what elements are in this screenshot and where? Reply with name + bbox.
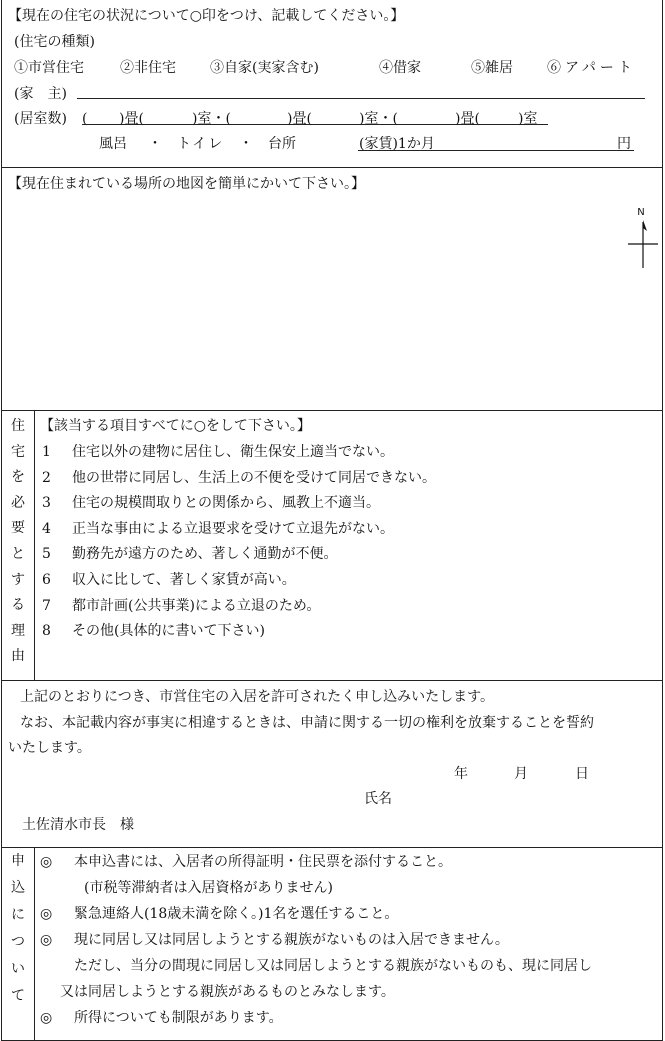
option-non-housing[interactable]: ②非住宅	[120, 60, 176, 76]
rooms-label: (居室数)	[14, 111, 67, 127]
reason-item[interactable]: その他(具体的に書いて下さい)	[72, 623, 265, 639]
notes-vertical-label: 申 込 に つ い て	[11, 853, 25, 1004]
option-apartment[interactable]: ⑥アパート	[547, 60, 636, 76]
reason-item-no: 4	[42, 521, 51, 537]
note-text: 本申込書には、入居者の所得証明・住民票を添付すること。	[74, 854, 452, 870]
reasons-section	[1, 410, 663, 681]
reason-item[interactable]: 住宅以外の建物に居住し、衛生保安上適当でない。	[72, 444, 394, 460]
declaration-line-1: 上記のとおりにつき、市営住宅の入居を許可されたく申し込みいたします。	[20, 689, 495, 705]
current-housing-header: 【現在の住宅の状況について○印をつけ、記載してください。】	[8, 8, 405, 24]
householder-label: (家 主)	[14, 86, 67, 102]
housing-type-label: (住宅の種類)	[14, 34, 95, 50]
facility-toilet[interactable]: トイレ	[177, 136, 225, 152]
reason-item-no: 2	[42, 470, 51, 486]
rooms-p3: )畳(	[287, 111, 312, 127]
facility-bath[interactable]: 風呂	[99, 136, 127, 152]
application-notes-section	[1, 847, 663, 1041]
facility-sep-1: ・	[148, 136, 162, 152]
option-rented-house[interactable]: ④借家	[379, 60, 421, 76]
reason-item[interactable]: 正当な事由による立退要求を受けて立退先がない。	[72, 521, 394, 537]
note-text: (市税等滞納者は入居資格がありません)	[84, 880, 333, 896]
note-mark: ◎	[40, 1010, 53, 1026]
reason-item-no: 8	[42, 623, 51, 639]
reason-item-no: 3	[42, 495, 51, 511]
declaration-line-3: いたします。	[8, 740, 91, 756]
rooms-p2: )室・(	[192, 111, 231, 127]
note-mark: ◎	[40, 854, 53, 870]
note-text: ただし、当分の間現に同居し又は同居しようとする親族がないものも、現に同居し	[74, 958, 592, 974]
north-compass-icon	[628, 206, 658, 270]
rent-yen: 円	[617, 136, 631, 152]
note-text: 緊急連絡人(18歳未満を除く。)1名を選任すること。	[74, 906, 399, 922]
declaration-section	[1, 680, 663, 848]
rooms-input-line[interactable]	[82, 124, 548, 125]
reason-item[interactable]: 都市計画(公共事業)による立退のため。	[72, 598, 321, 614]
reasons-vertical-label: 住 宅 を 必 要 と す る 理 由	[11, 418, 25, 665]
current-housing-section	[1, 0, 663, 168]
map-section[interactable]	[1, 167, 663, 411]
householder-input-line[interactable]	[77, 98, 645, 99]
reason-item-no: 6	[42, 572, 51, 588]
facility-kitchen[interactable]: 台所	[268, 136, 296, 152]
reasons-header: 【該当する項目すべてに○をして下さい。】	[40, 418, 311, 434]
rooms-p5: )畳(	[455, 111, 480, 127]
option-municipal-housing[interactable]: ①市営住宅	[14, 60, 84, 76]
addressee: 土佐清水市長 様	[22, 817, 134, 833]
rooms-p6: )室	[518, 111, 538, 127]
rooms-p4: )室・(	[359, 111, 398, 127]
north-letter: N	[637, 207, 645, 218]
reason-item[interactable]: 収入に比して、著しく家賃が高い。	[72, 572, 296, 588]
reason-item-no: 5	[42, 546, 51, 562]
rooms-p1: )畳(	[119, 111, 144, 127]
reason-item[interactable]: 他の世帯に同居し、生活上の不便を受けて同居できない。	[72, 470, 436, 486]
note-text: 現に同居し又は同居しようとする親族がないものは入居できません。	[74, 932, 509, 948]
rent-label: (家賃)1か月	[359, 136, 435, 152]
option-shared-living[interactable]: ⑤雑居	[471, 60, 513, 76]
facility-sep-2: ・	[239, 136, 253, 152]
reason-item[interactable]: 勤務先が遠方のため、著しく通勤が不便。	[72, 546, 338, 562]
rooms-p0: (	[82, 111, 88, 127]
rent-input-line[interactable]	[358, 150, 634, 151]
date-day-label: 日	[575, 766, 589, 782]
note-mark: ◎	[40, 906, 53, 922]
reason-item-no: 7	[42, 598, 51, 614]
option-own-home[interactable]: ③自家(実家含む)	[210, 60, 319, 76]
map-header: 【現在住まれている場所の地図を簡単にかいて下さい。】	[8, 176, 365, 192]
reason-item[interactable]: 住宅の規模間取りとの関係から、風教上不適当。	[72, 495, 380, 511]
declaration-line-2: なお、本記載内容が事実に相違するときは、申請に関する一切の権利を放棄することを誓約	[20, 715, 594, 731]
date-month-label: 月	[514, 766, 528, 782]
applicant-name-label: 氏名	[364, 791, 392, 807]
note-text: 所得についても制限があります。	[74, 1010, 283, 1026]
reason-item-no: 1	[42, 444, 51, 460]
notes-divider	[34, 848, 35, 1040]
note-mark: ◎	[40, 932, 53, 948]
reasons-divider	[34, 411, 35, 680]
date-year-label: 年	[454, 766, 468, 782]
note-text: 又は同居しようとする親族があるものとみなします。	[60, 984, 395, 1000]
